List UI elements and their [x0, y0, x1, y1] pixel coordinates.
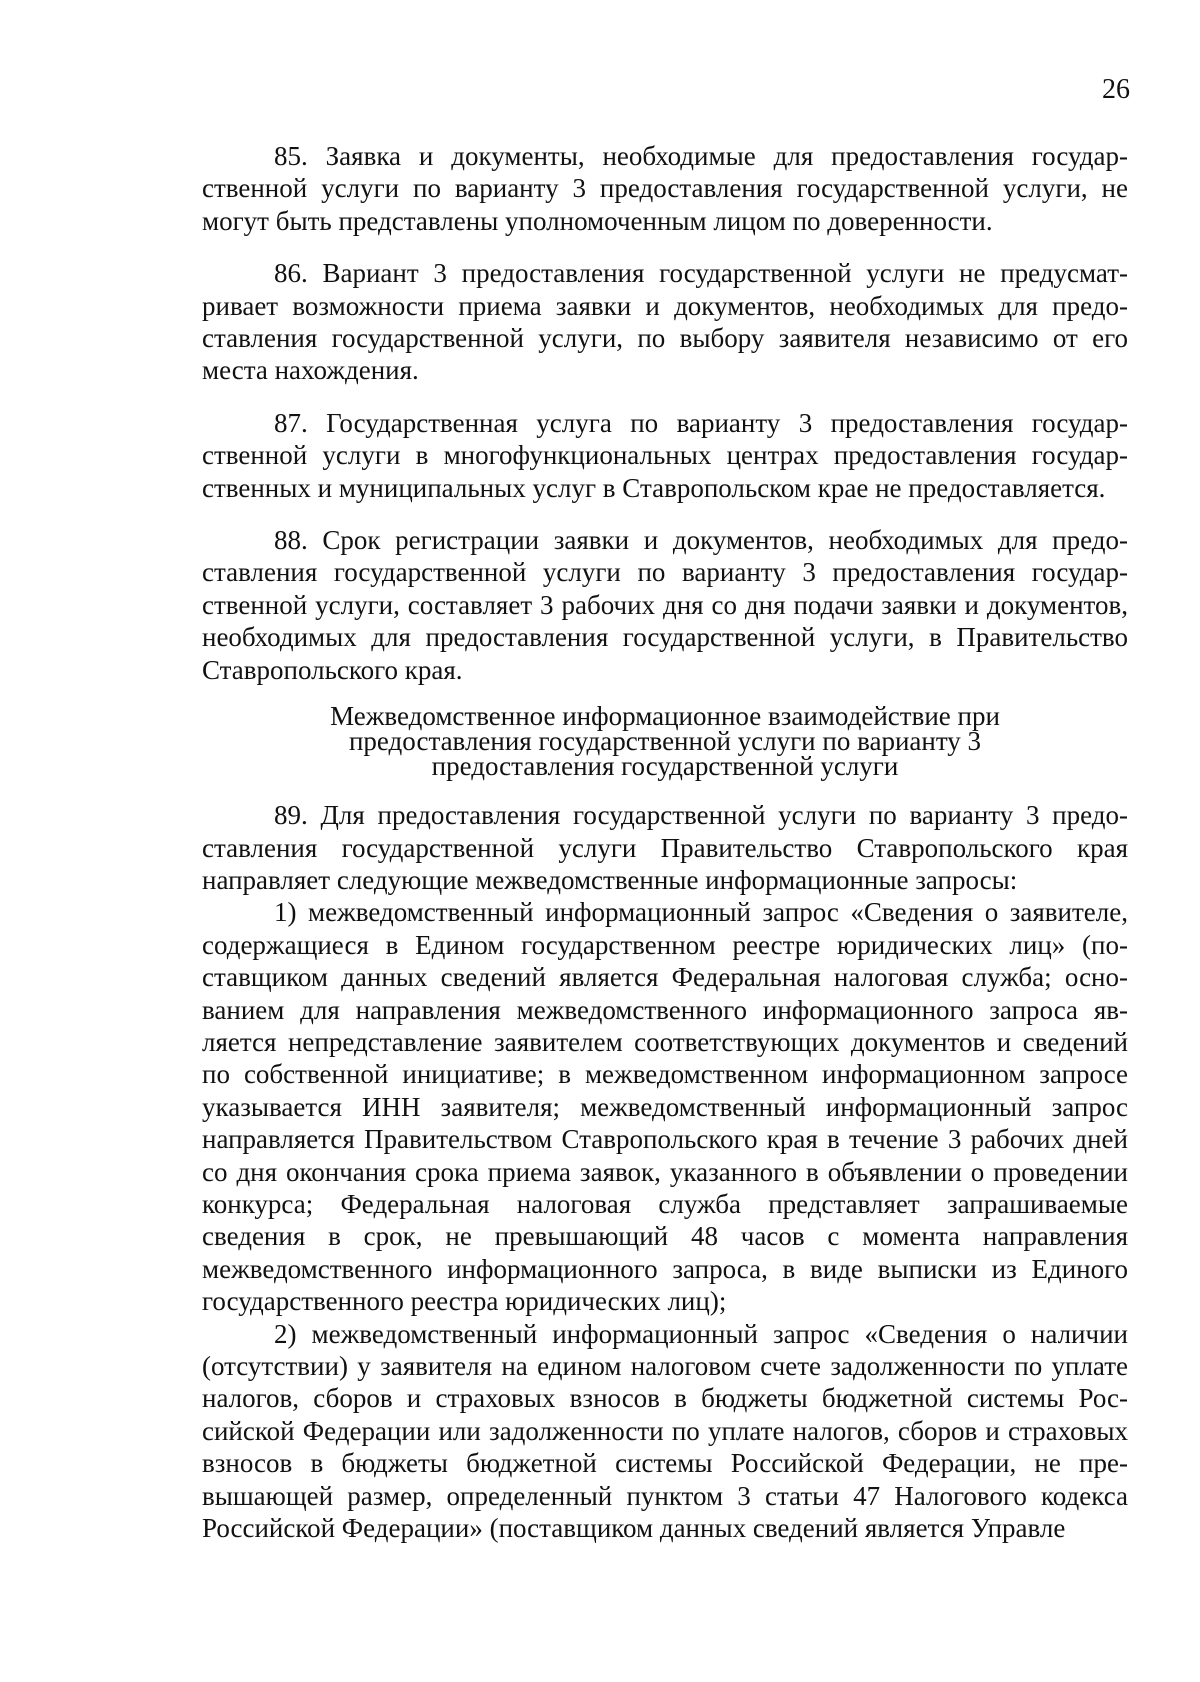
paragraph-87: 87. Государственная услуга по варианту 3 предоставления государственной услуги в многофункциональных центрах предоставления государственных и муниципальных услуг в Ставропольском крае не предоставляется.: [202, 407, 1128, 503]
list-item-2: 2) межведомственный информационный запрос «Сведения о наличии (отсутствии) у заявителя на едином налоговом счете задолженности по уплате налогов, сборов и страховых взносов в бюджеты бюджетной системы Российской Федерации или задолженности по уплате налогов, сборов и страховых взносов в бюджеты бюджетной системы Российской Федерации, не превышающей размер, определенный пунктом 3 статьи 47 Налогового кодекса Российской Федерации» (поставщиком данных сведений является Управле: [202, 1318, 1128, 1544]
paragraph-89: 89. Для предоставления государственной услуги по варианту 3 предоставления государственной услуги Правительство Ставропольского края направляет следующие межведомственные информационные запросы:: [202, 800, 1128, 895]
document-body: [202, 140, 1128, 1544]
section-heading: Межведомственное информационное взаимодействие при предоставления государственной услуги по варианту 3 предоставления государственной услуги: [330, 701, 1000, 782]
paragraph-86: 86. Вариант 3 предоставления государственной услуги не предусматривает возможности приема заявки и документов, необходимых для предоставления государственной услуги, по выбору заявителя независимо от его места нахождения.: [202, 258, 1128, 386]
list-item-1: 1) межведомственный информационный запрос «Сведения о заявителе, содержащиеся в Едином государственном реестре юридических лиц» (поставщиком данных сведений является Федеральная налоговая служба; основанием для направления межведомственного информационного запроса является непредставление заявителем соответствующих документов и сведений по собственной инициативе; в межведомственном информационном запросе указывается ИНН заявителя; межведомственный информационный запрос направляется Правительством Ставропольского края в течение 3 рабочих дней со дня окончания срока приема заявок, указанного в объявлении о проведении конкурса; Федеральная налоговая служба представляет запрашиваемые сведения в срок, не превышающий 48 часов с момента направления межведомственного информационного запроса, в виде выписки из Единого государственного реестра юридических лиц);: [202, 897, 1128, 1317]
paragraph-88: 88. Срок регистрации заявки и документов, необходимых для предоставления государственной услуги по варианту 3 предоставления государственной услуги, составляет 3 рабочих дня со дня подачи заявки и документов, необходимых для предоставления государственной услуги, в Правительство Ставропольского края.: [202, 525, 1128, 685]
paragraph-85: 85. Заявка и документы, необходимые для предоставления государственной услуги по варианту 3 предоставления государственной услуги, не могут быть представлены уполномоченным лицом по доверенности.: [202, 141, 1128, 236]
page-number: 26: [1102, 74, 1130, 105]
